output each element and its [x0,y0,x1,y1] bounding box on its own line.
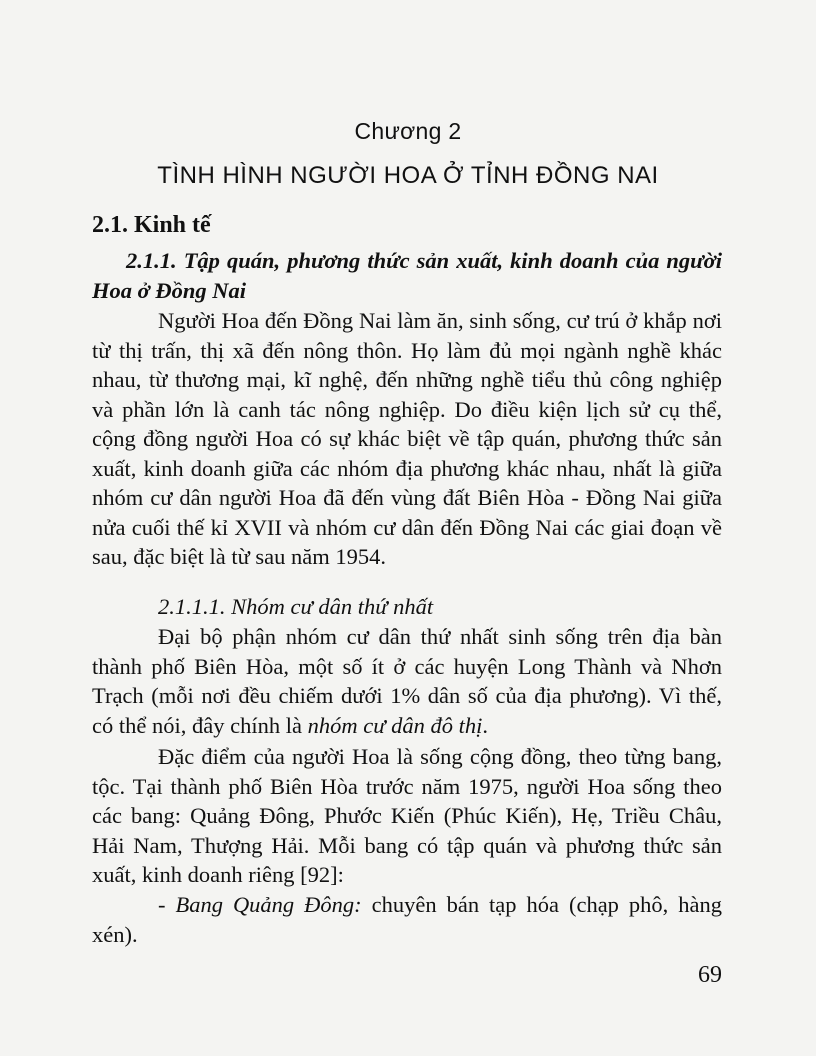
paragraph-1 [92,306,722,572]
chapter-title: TÌNH HÌNH NGƯỜI HOA Ở TỈNH ĐỒNG NAI [157,162,659,189]
section-heading: 2.1. Kinh tế [92,212,211,238]
paragraph-2-end: . [482,712,488,738]
paragraph-3-text: Đặc điểm của người Hoa là sống cộng đồng, theo từng bang, tộc. Tại thành phố Biên Hòa trước năm 1975, người Hoa sống theo các bang: Quảng Đông, Phước Kiến (Phúc Kiến), Hẹ, Triều Châu, Hải Nam, Thượng Hải. Mỗi bang có tập quán và phương thức sản xuất, kinh doanh riêng [92]: [92,744,722,887]
paragraph-2 [92,622,722,740]
subsection-heading-text: 2.1.1. Tập quán, phương thức sản xuất, kinh doanh của người Hoa ở Đồng Nai [92,248,722,303]
paragraph-2-text [92,622,722,740]
paragraph-4 [92,890,722,949]
paragraph-4-dash: - [158,892,176,917]
paragraph-4-emphasis: Bang Quảng Đông: [175,892,362,917]
paragraph-4-body: chuyên bán tạp hóa (chạp phô, hàng xén). [92,892,722,947]
subsubsection-heading-text: 2.1.1.1. Nhóm cư dân thứ nhất [158,594,434,619]
paragraph-3 [92,742,722,890]
subsubsection-heading [92,592,722,622]
page-number: 69 [698,962,722,988]
paragraph-2-body: Đại bộ phận nhóm cư dân thứ nhất sinh sống trên địa bàn thành phố Biên Hòa, một số ít ở các huyện Long Thành và Nhơn Trạch (mỗi nơi đều chiếm dưới 1% dân số của địa phương). Vì thế, có thể nói, đây chính là [92,624,722,738]
paragraph-1-text: Người Hoa đến Đồng Nai làm ăn, sinh sống, cư trú ở khắp nơi từ thị trấn, thị xã đến nông thôn. Họ làm đủ mọi ngành nghề khác nhau, từ thương mại, kĩ nghệ, đến những nghề tiểu thủ công nghiệp và phần lớn là canh tác nông nghiệp. Do điều kiện lịch sử cụ thể, cộng đồng người Hoa có sự khác biệt về tập quán, phương thức sản xuất, kinh doanh giữa các nhóm địa phương khác nhau, nhất là giữa nhóm cư dân người Hoa đã đến vùng đất Biên Hòa - Đồng Nai giữa nửa cuối thế kỉ XVII và nhóm cư dân đến Đồng Nai các giai đoạn về sau, đặc biệt là từ sau năm 1954. [92,308,722,569]
paragraph-2-emphasis: nhóm cư dân đô thị [307,712,483,738]
paragraph-4-text [92,890,722,949]
chapter-label: Chương 2 [354,118,462,144]
subsection-heading [92,246,722,305]
